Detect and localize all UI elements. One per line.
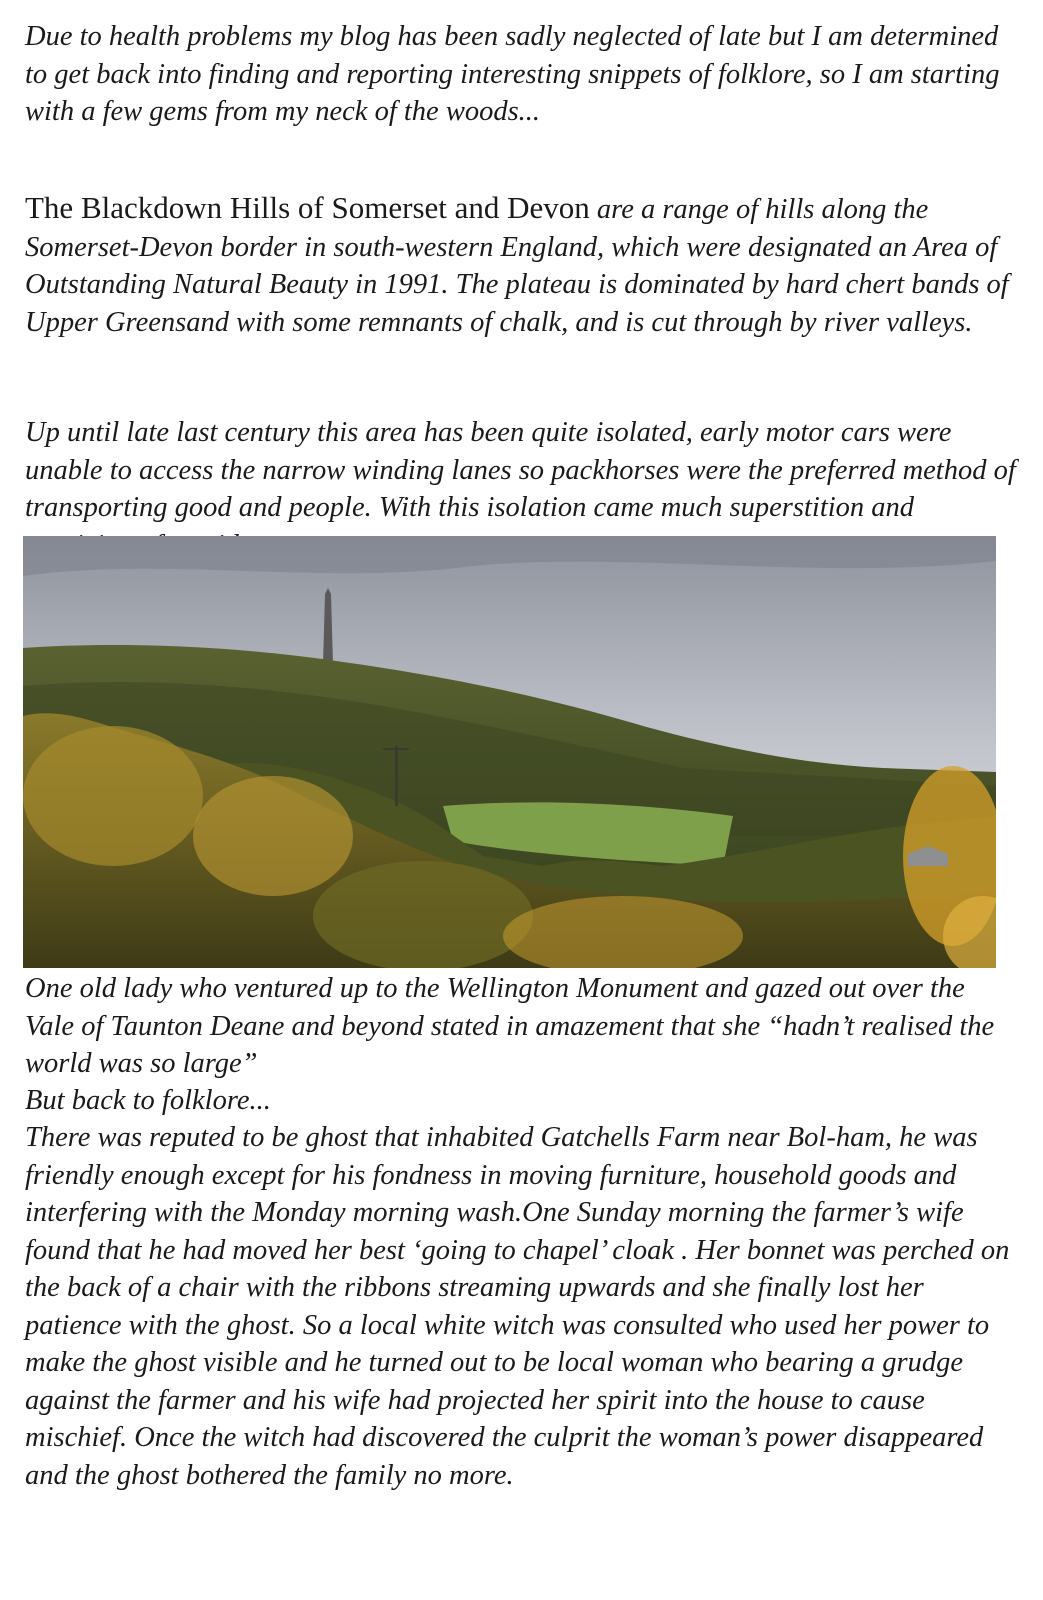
- ghost-story-paragraph: There was reputed to be ghost that inhabited Gatchells Farm near Bol-ham, he was friendly enough except for his fondness in moving furniture, household goods and interfering with the Monday morning wash.One Sunday morning the farmer’s wife found that he had moved her best ‘going to chapel’ cloak . Her bonnet was perched on the back of a chair with the ribbons streaming upwards and she finally lost her patience with the ghost. So a local white witch was consulted who used her power to make the ghost visible and he turned out to be local woman who bearing a grudge against the farmer and his wife had projected her spirit into the house to cause mischief. Once the witch had discovered the culprit the woman’s power disappeared and the ghost bothered the family no more.: [25, 1122, 1010, 1491]
- blackdown-heading: The Blackdown Hills of Somerset and Devon: [25, 190, 590, 225]
- landscape-photo: [23, 536, 996, 968]
- blackdown-body: are a range of hills along the Somerset-Devon border in south-western England, which were designated an Area of Outstanding Natural Beauty in 1991. The plateau is dominated by hard chert bands of Upper Greensand with some remnants of chalk, and is cut through by river valleys.: [25, 194, 1009, 338]
- isolation-paragraph: Up until late last century this area has been quite isolated, early motor cars were unable to access the narrow winding lanes so packhorses were the preferred method of transporting good and people. With this isolation came much superstition and: [25, 417, 1016, 523]
- old-lady-paragraph: One old lady who ventured up to the Wellington Monument and gazed out over the Vale of Taunton Deane and beyond stated in amazement that she “hadn’t realised the world was so large”: [25, 973, 995, 1079]
- intro-paragraph: Due to health problems my blog has been sadly neglected of late but I am determined to get back into finding and reporting interesting snippets of folklore, so I am starting with a few gems from my neck of the woods...: [25, 21, 1000, 127]
- back-to-folklore: But back to folklore...: [25, 1085, 271, 1116]
- blackdown-paragraph: [25, 189, 1020, 341]
